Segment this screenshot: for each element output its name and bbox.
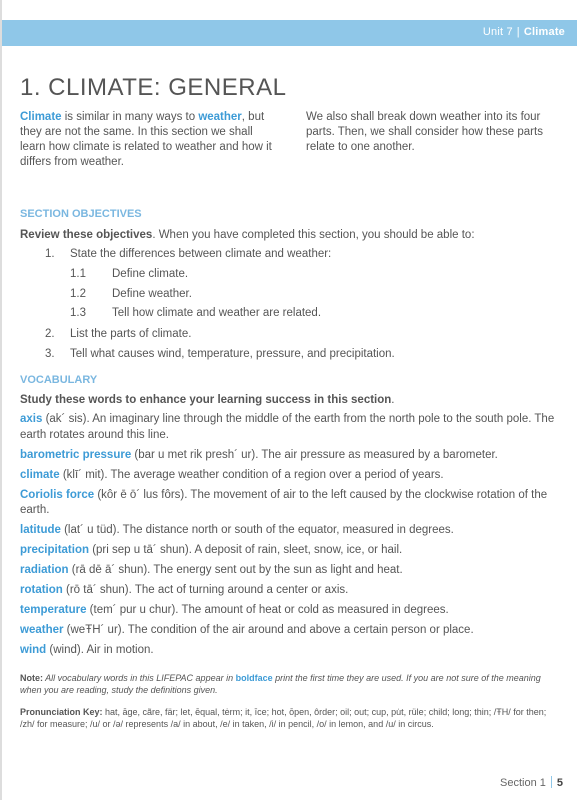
vocabulary-definition: (rā dē ā´ shun). The energy sent out by the sun as light and heat.	[68, 564, 403, 576]
vocabulary-term: radiation	[20, 564, 69, 576]
vocabulary-definition: (ak´ sis). An imaginary line through the middle of the earth from the north pole to the south pole. The earth rotates around this line.	[20, 413, 555, 441]
vocabulary-intro-end: .	[391, 394, 395, 406]
vocabulary-list	[20, 412, 560, 663]
vocabulary-heading: VOCABULARY	[20, 374, 98, 386]
page-number: 5	[556, 777, 563, 789]
objective-number: 1.	[45, 248, 55, 260]
vocabulary-term: precipitation	[20, 544, 90, 556]
vocabulary-term: climate	[20, 468, 60, 481]
note-label: Note:	[20, 673, 43, 683]
vocabulary-definition: (wind). Air in motion.	[46, 644, 154, 656]
note-text: print the first time they are used. If you are not sure of the meaning when you are reading, study the definitions given.	[20, 673, 541, 695]
objective-text: List the parts of climate.	[70, 328, 192, 340]
objectives-heading: SECTION OBJECTIVES	[20, 208, 142, 220]
intro	[20, 110, 560, 170]
objective-text: Define climate.	[112, 268, 189, 280]
objective-text: Tell how climate and weather are related.	[112, 307, 322, 319]
intro-column-2: We also shall break down weather into its four parts. Then, we shall consider how these parts relate to one another.	[306, 111, 543, 153]
vocabulary-term: latitude	[20, 524, 61, 536]
vocabulary-term: barometric pressure	[20, 448, 132, 461]
vocabulary-entry	[20, 523, 560, 539]
vocabulary-entry	[20, 543, 560, 559]
keyword-climate: Climate	[20, 111, 62, 123]
vocabulary-intro	[20, 394, 395, 406]
section-heading: 1. CLIMATE: GENERAL	[20, 74, 287, 101]
objective-text: Define weather.	[112, 288, 192, 300]
page-footer	[500, 776, 563, 789]
pronunciation-key	[20, 706, 560, 730]
unit-label	[483, 26, 565, 38]
objectives-intro-rest: . When you have completed this section, you should be able to:	[152, 229, 475, 241]
vocabulary-definition: (pri sep u tā´ shun). A deposit of rain, sleet, snow, ice, or hail.	[89, 544, 403, 556]
vocabulary-entry	[20, 468, 560, 484]
vocabulary-entry	[20, 563, 560, 579]
note-boldface: boldface	[235, 673, 273, 683]
objective-number: 1.1	[70, 268, 86, 280]
pronunciation-text: hat, āge, cãre, fär; let, ēqual, tėrm; it, īce; hot, ōpen, ôrder; oil; out; cup, pu̇t, rüle; child; long; thin; /ŦH/ for then; /zh/ for measure; /u/ or /ə/ represents /a/ in about, /e/ in taken, /i/ in pencil, /o/ in lemon, and /u/ in circus.	[20, 707, 547, 729]
unit-number: Unit 7	[482, 26, 513, 38]
objective-number: 2.	[45, 328, 55, 340]
vocabulary-entry	[20, 603, 560, 619]
vocabulary-intro-bold: Study these words to enhance your learning success in this section	[20, 394, 392, 406]
vocabulary-definition: (klī´ mit). The average weather condition of a region over a period of years.	[59, 468, 444, 481]
vocabulary-entry	[20, 623, 560, 639]
unit-topic: Climate	[523, 26, 565, 38]
vocabulary-term: rotation	[20, 584, 63, 596]
objective-number: 3.	[45, 348, 55, 360]
vocabulary-definition: (bar u met rik presh´ ur). The air pressure as measured by a barometer.	[131, 448, 498, 461]
intro-text: is similar in many ways to	[61, 111, 199, 123]
objective-text: Tell what causes wind, temperature, pressure, and precipitation.	[70, 348, 395, 360]
vocabulary-note	[20, 672, 560, 696]
unit-separator: |	[516, 26, 520, 38]
vocabulary-entry	[20, 583, 560, 599]
vocabulary-term: axis	[20, 413, 43, 425]
vocabulary-definition: (rō tā´ shun). The act of turning around a center or axis.	[62, 584, 349, 596]
vocabulary-term: Coriolis force	[20, 488, 95, 501]
vocabulary-entry	[20, 643, 560, 659]
vocabulary-entry	[20, 488, 560, 519]
vocabulary-definition: (kôr ē ō´ lus fôrs). The movement of air to the left caused by the clockwise rotation of the earth.	[20, 488, 548, 516]
vocabulary-term: wind	[20, 644, 47, 656]
intro-column-1	[20, 110, 274, 170]
objective-number: 1.3	[70, 307, 86, 319]
vocabulary-entry	[20, 412, 560, 443]
footer-section: Section 1	[500, 777, 546, 789]
intro-text: , but they are not the same. In this section we shall learn how climate is related to weather and how it differs from weather.	[20, 111, 272, 168]
objectives-intro-bold: Review these objectives	[20, 229, 153, 241]
vocabulary-definition: (lat´ u tüd). The distance north or south of the equator, measured in degrees.	[60, 524, 454, 536]
footer-separator	[551, 776, 552, 788]
vocabulary-term: weather	[20, 624, 64, 636]
vocabulary-definition: (tem´ pur u chur). The amount of heat or cold as measured in degrees.	[86, 604, 449, 616]
objective-number: 1.2	[70, 288, 86, 300]
objectives-intro	[20, 229, 475, 241]
keyword-weather: weather	[198, 111, 242, 123]
vocabulary-entry	[20, 448, 560, 464]
pronunciation-label: Pronunciation Key:	[20, 707, 103, 717]
vocabulary-term: temperature	[20, 604, 87, 616]
note-text: All vocabulary words in this LIFEPAC appear in	[43, 673, 236, 683]
vocabulary-definition: (weŦH´ ur). The condition of the air around and above a certain person or place.	[63, 624, 474, 636]
objective-text: State the differences between climate and weather:	[70, 248, 332, 260]
